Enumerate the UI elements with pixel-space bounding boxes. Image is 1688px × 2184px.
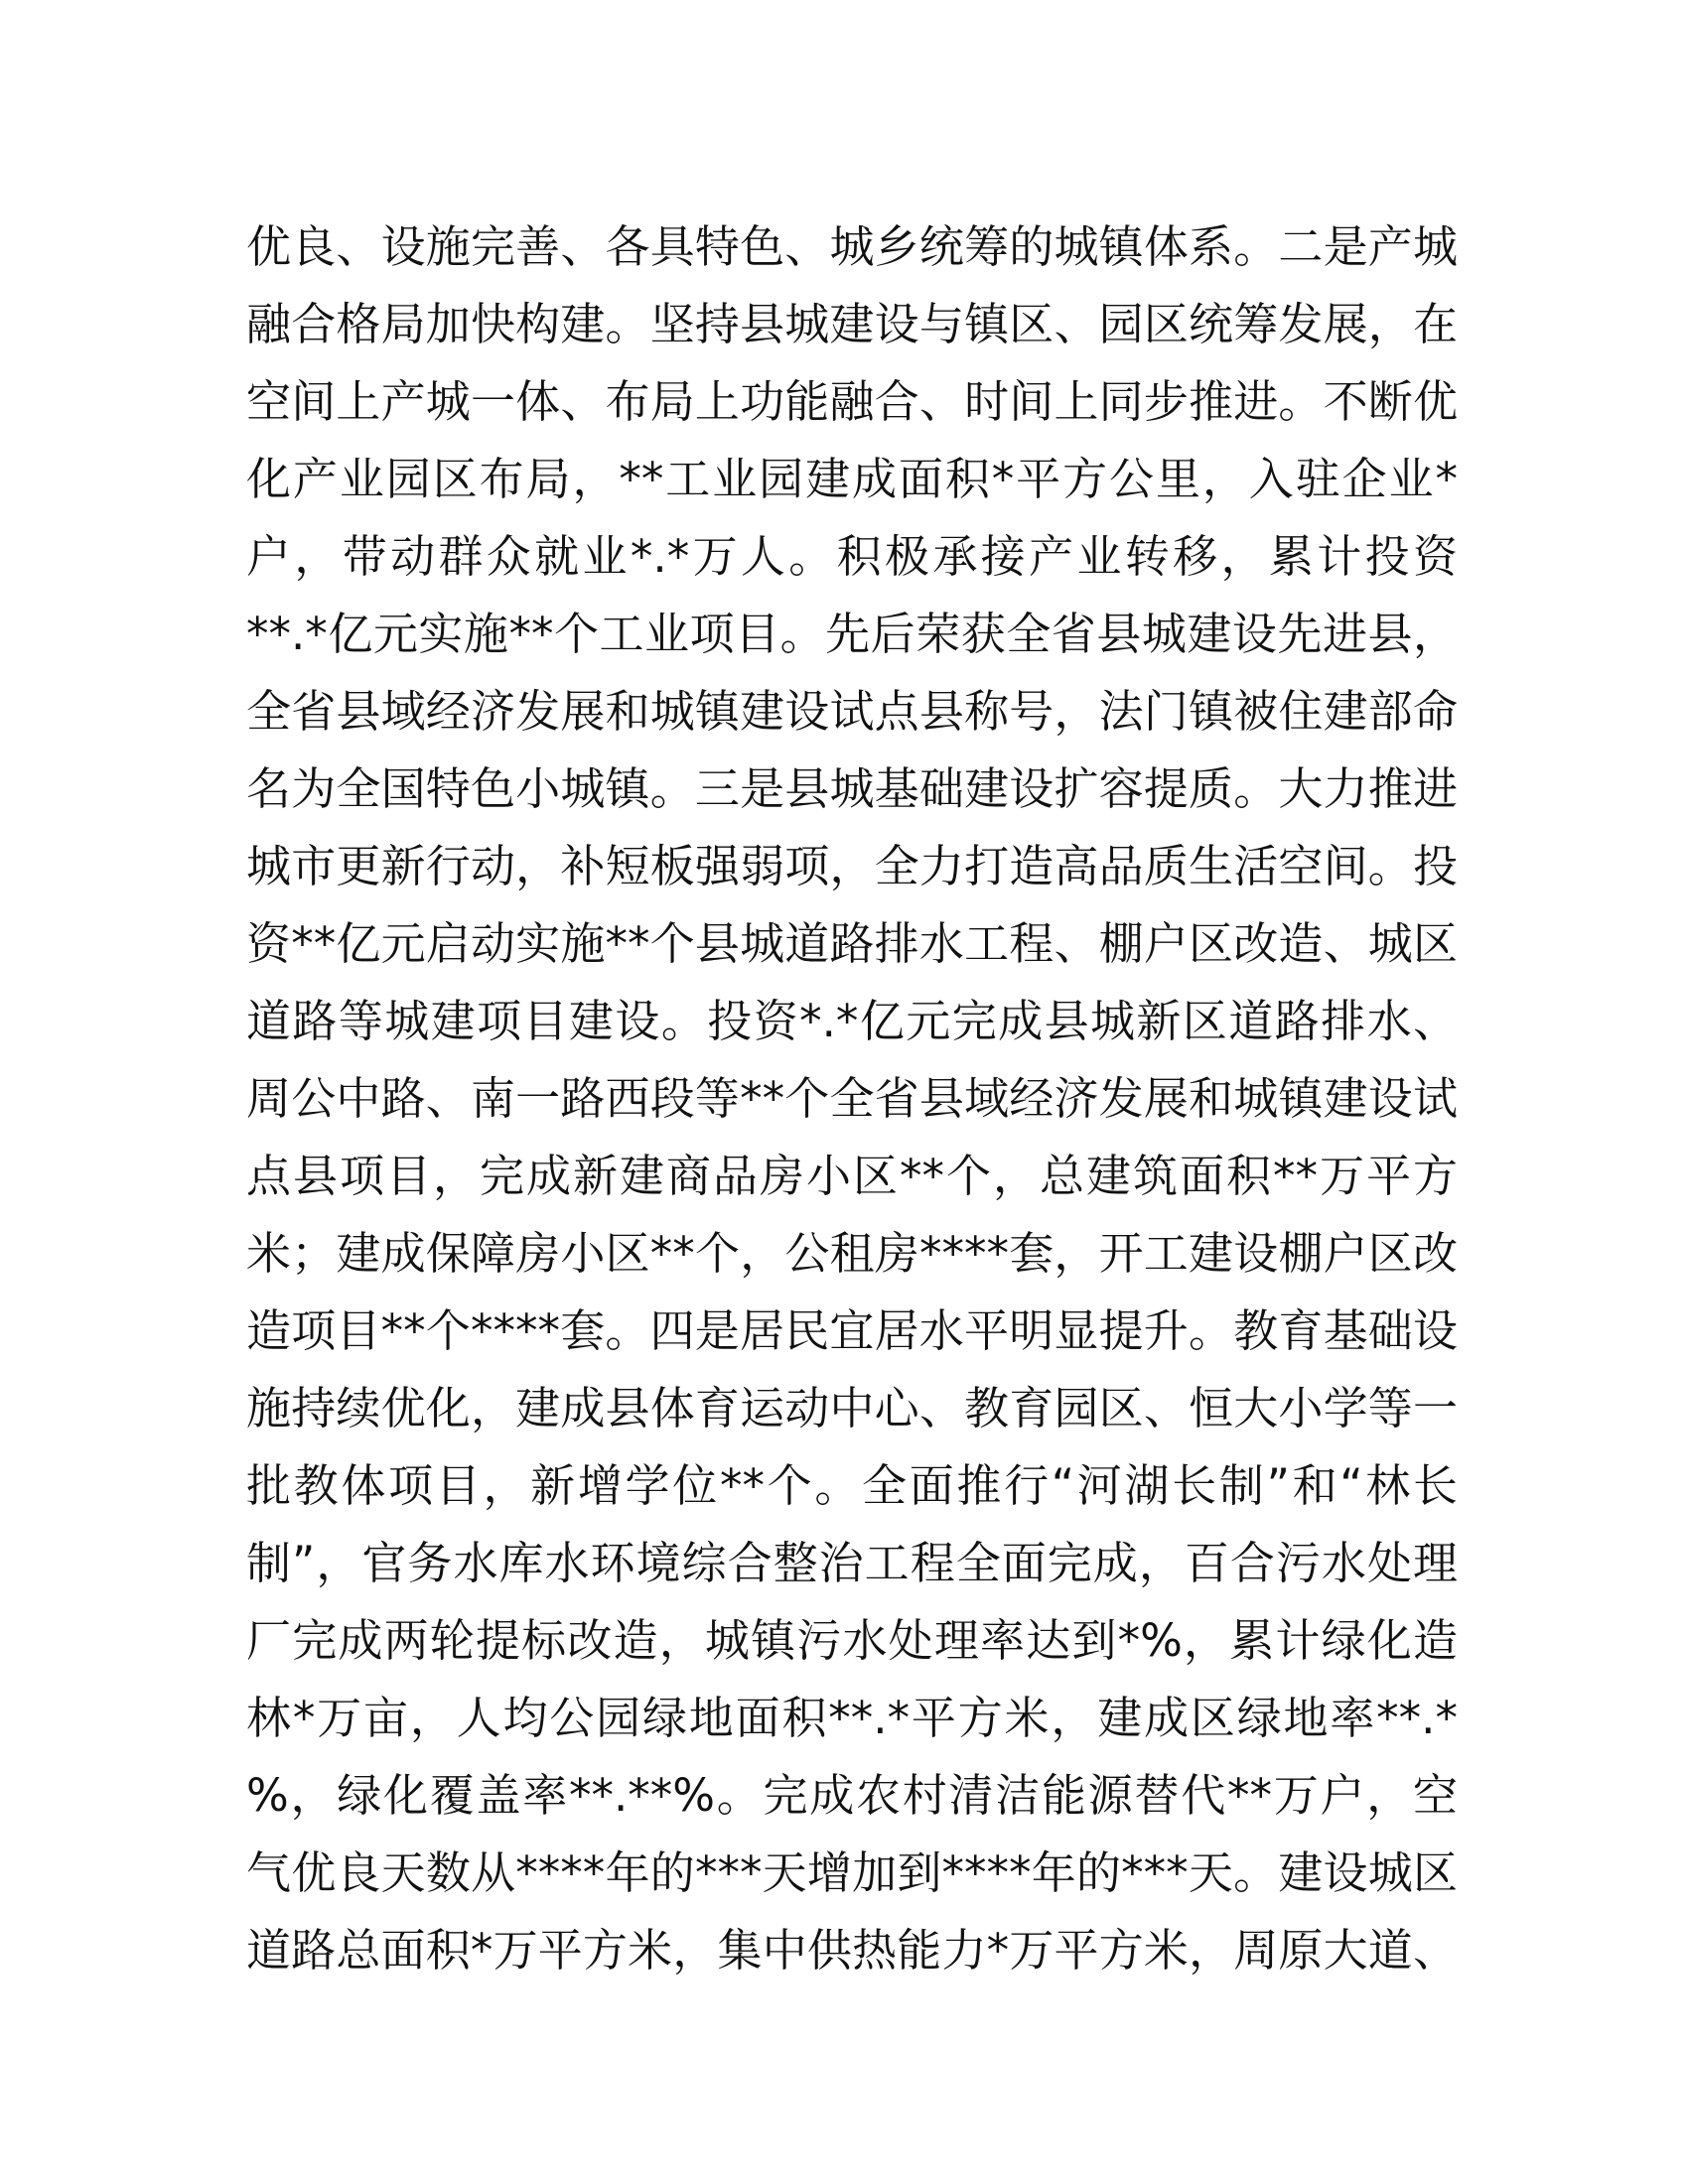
body-paragraph bbox=[246, 208, 1458, 1989]
text-line-12: 周公中路、南一路西段等**个全省县域经济发展和城镇建设试 bbox=[246, 1072, 1458, 1125]
text-line-9: 城市更新行动，补短板强弱项，全力打造高品质生活空间。投 bbox=[246, 840, 1458, 892]
text-line-20: 林*万亩，人均公园绿地面积**.*平方米，建成区绿地率**.* bbox=[246, 1692, 1458, 1744]
text-line-23: 道路总面积*万平方米，集中供热能力*万平方米，周原大道、 bbox=[246, 1924, 1458, 1977]
text-line-19: 厂完成两轮提标改造，城镇污水处理率达到*%，累计绿化造 bbox=[246, 1614, 1458, 1667]
text-line-17: 批教体项目，新增学位**个。全面推行“河湖长制”和“林长 bbox=[246, 1459, 1458, 1512]
text-line-11: 道路等城建项目建设。投资*.*亿元完成县城新区道路排水、 bbox=[246, 995, 1458, 1047]
text-line-16: 施持续优化，建成县体育运动中心、教育园区、恒大小学等一 bbox=[246, 1382, 1458, 1434]
text-line-13: 点县项目，完成新建商品房小区**个，总建筑面积**万平方 bbox=[246, 1150, 1458, 1202]
text-line-6: **.*亿元实施**个工业项目。先后荣获全省县城建设先进县， bbox=[246, 608, 1458, 660]
text-line-1: 优良、设施完善、各具特色、城乡统筹的城镇体系。二是产城 bbox=[246, 220, 1458, 273]
text-line-4: 化产业园区布局，**工业园建成面积*平方公里，入驻企业* bbox=[246, 453, 1458, 505]
text-line-22: 气优良天数从****年的***天增加到****年的***天。建设城区 bbox=[246, 1846, 1458, 1899]
text-line-10: 资**亿元启动实施**个县城道路排水工程、棚户区改造、城区 bbox=[246, 917, 1458, 970]
text-line-2: 融合格局加快构建。坚持县城建设与镇区、园区统筹发展，在 bbox=[246, 298, 1458, 350]
text-line-14: 米；建成保障房小区**个，公租房****套，开工建设棚户区改 bbox=[246, 1227, 1458, 1280]
text-line-15: 造项目**个****套。四是居民宜居水平明显提升。教育基础设 bbox=[246, 1304, 1458, 1357]
text-line-18: 制”，官务水库水环境综合整治工程全面完成，百合污水处理 bbox=[246, 1537, 1458, 1589]
text-line-3: 空间上产城一体、布局上功能融合、时间上同步推进。不断优 bbox=[246, 375, 1458, 428]
text-line-8: 名为全国特色小城镇。三是县城基础建设扩容提质。大力推进 bbox=[246, 762, 1458, 815]
text-line-21: %，绿化覆盖率**.**%。完成农村清洁能源替代**万户，空 bbox=[246, 1769, 1458, 1822]
text-line-7: 全省县域经济发展和城镇建设试点县称号，法门镇被住建部命 bbox=[246, 685, 1458, 738]
text-line-5: 户，带动群众就业*.*万人。积极承接产业转移，累计投资 bbox=[246, 530, 1458, 583]
